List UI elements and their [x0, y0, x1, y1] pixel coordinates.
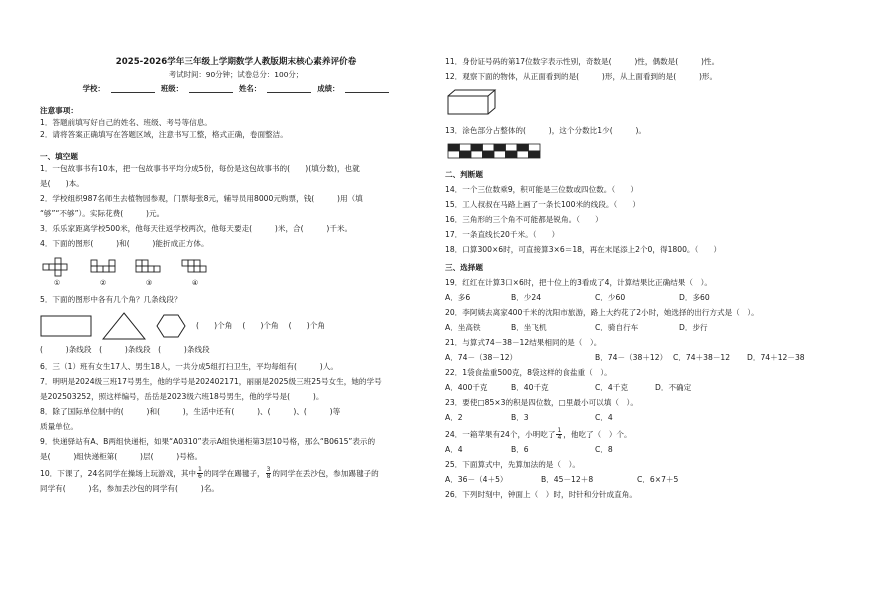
- question-7-line1: 7．明明是2024级三班17号男生，他的学号是202402171，丽丽是2025级三班25号女生，她的学号: [40, 377, 382, 386]
- section-fill-heading: 一、填空题: [40, 152, 78, 161]
- notice-item: 1．答题前填写好自己的姓名、班级、考号等信息。: [40, 118, 212, 127]
- option-b[interactable]: B．45－12＋8: [541, 475, 594, 484]
- question-26: 26．下列时刻中，钟面上（ ）时，时针和分针成直角。: [445, 490, 637, 499]
- option-a[interactable]: A．2: [445, 413, 463, 422]
- question-6: 6．三（1）班有女生17人、男生18人，一共分成5组打扫卫生，平均每组有( )人。: [40, 362, 338, 371]
- question-23-options: [445, 412, 827, 424]
- cuboid-icon: [447, 89, 497, 115]
- question-12: 12．观察下面的物体，从正面看到的是( )形，从上面看到的是( )形。: [445, 72, 718, 81]
- option-a[interactable]: A．400千克: [445, 383, 488, 392]
- option-a[interactable]: A．坐高铁: [445, 323, 481, 332]
- score-label: 成绩：: [317, 84, 340, 93]
- question-25: 25．下面算式中，先算加法的是（ ）。: [445, 460, 580, 469]
- cube-net-4-icon: [180, 256, 210, 278]
- cube-net-4: [180, 256, 210, 288]
- q24-text-1: 24．一箱苹果有24个，小明吃了: [445, 429, 556, 439]
- q24-text-2: ，他吃了（ ）个。: [563, 429, 632, 439]
- question-4: 4．下面的图形( )和( )能折成正方体。: [40, 239, 209, 248]
- question-9-line2: 是( )组快递柜第( )层( )号格。: [40, 452, 203, 461]
- option-d[interactable]: D．74＋12－38: [747, 353, 805, 362]
- exam-subtitle: 考试时间：90分钟；试卷总分：100分；: [168, 70, 304, 79]
- option-b[interactable]: B．少24: [511, 293, 542, 302]
- question-10-line1: [40, 467, 432, 480]
- rectangle-figure: [40, 314, 92, 338]
- shaded-grid: [447, 143, 827, 163]
- question-17: 17．一条直线长20千米。（ ）: [445, 230, 560, 239]
- question-24-options: [445, 444, 827, 456]
- option-d[interactable]: D．步行: [679, 323, 708, 332]
- question-15: 15．工人叔叔在马路上画了一条长100米的线段。（ ）: [445, 200, 641, 209]
- cube-net-3-icon: [134, 256, 164, 278]
- fraction-numerator: 1: [557, 427, 562, 434]
- option-c[interactable]: C．少60: [595, 293, 626, 302]
- hexagon-figure: [156, 314, 186, 338]
- fraction-denominator: 6: [198, 473, 202, 480]
- question-11: 11．身份证号码的第17位数字表示性别，奇数是( )性，偶数是( )性。: [445, 57, 720, 66]
- shaded-grid-icon: [447, 143, 541, 159]
- option-a[interactable]: A．4: [445, 445, 463, 454]
- question-20: 20．李阿姨去离家400千米的沈阳市旅游，路上大约花了2小时，她选择的出行方式是（ ）。: [445, 308, 759, 317]
- option-c[interactable]: C．4: [595, 413, 613, 422]
- option-b[interactable]: B．40千克: [511, 383, 549, 392]
- question-21: 21．与算式74－38－12结果相同的是（ ）。: [445, 338, 602, 347]
- option-c[interactable]: C．4千克: [595, 383, 628, 392]
- question-14: 14．一个三位数乘9，积可能是三位数或四位数。（ ）: [445, 185, 638, 194]
- question-18: 18．口算300×6时，可直接算3×6＝18，再在末尾添上2个0，得1800。（ ）: [445, 245, 722, 254]
- question-23: 23．要使□85×3的积是四位数，□里最小可以填（ ）。: [445, 398, 638, 407]
- q5-angle-blank-3: ( )个角: [288, 321, 325, 330]
- net-label: ④: [191, 279, 199, 287]
- left-column: [40, 50, 432, 495]
- question-19: 19．红红在计算3口×6时，把十位上的3看成了4，计算结果比正确结果（ ）。: [445, 278, 712, 287]
- option-b[interactable]: B．74－（38＋12）: [595, 353, 668, 362]
- q5-angle-blank-2: ( )个角: [242, 321, 279, 330]
- school-label: 学校：: [82, 84, 105, 93]
- class-blank[interactable]: [189, 83, 233, 93]
- q5-angle-blank-1: ( )个角: [196, 321, 233, 330]
- fraction-one-quarter: [556, 428, 562, 441]
- fraction-numerator: 1: [198, 466, 202, 473]
- question-2-line1: 2．学校组织987名师生去植物园参观，门票每张8元，辅导员用8000元购票，钱( )用（填: [40, 194, 363, 203]
- question-25-options: [445, 474, 827, 486]
- question-22-options: [445, 382, 827, 394]
- question-8-line1: 8．除了国际单位制中的( )和( )，生活中还有( )、( )、( )等: [40, 407, 341, 416]
- question-19-options: [445, 292, 827, 304]
- q10-text-1: 10．下课了，24名同学在操场上玩游戏，其中: [40, 468, 197, 478]
- section-judge-heading: 二、判断题: [445, 170, 483, 179]
- question-21-options: [445, 352, 827, 364]
- fraction-numerator: 3: [266, 466, 271, 473]
- score-blank[interactable]: [345, 83, 389, 93]
- question-22: 22．1袋食盐重500克，8袋这样的食盐重（ ）。: [445, 368, 612, 377]
- option-c[interactable]: C．8: [595, 445, 613, 454]
- question-7-line2: 是202503252，照这样编号，岳岳是2023级六班18号男生，他的学号是( )。: [40, 392, 324, 401]
- option-c[interactable]: C．6×7＋5: [637, 475, 679, 484]
- option-d[interactable]: D．不确定: [655, 383, 692, 392]
- right-column: [445, 56, 827, 501]
- exam-title: 2025-2026学年三年级上学期数学人教版期末核心素养评价卷: [115, 57, 357, 67]
- option-c[interactable]: C．骑自行车: [595, 323, 639, 332]
- fraction-three-eighths: [266, 467, 272, 480]
- student-info-row: [40, 83, 432, 95]
- question-1-line2: 是( )本。: [40, 179, 84, 188]
- question-16: 16．三角形的三个角不可能都是锐角。（ ）: [445, 215, 603, 224]
- option-b[interactable]: B．坐飞机: [511, 323, 547, 332]
- question-10-line2: 同学有( )名，参加丢沙包的同学有( )名。: [40, 484, 219, 493]
- cube-nets: [42, 256, 432, 288]
- question-24: [445, 428, 827, 441]
- option-c[interactable]: C．74＋38－12: [673, 353, 731, 362]
- fraction-denominator: 4: [557, 434, 562, 441]
- net-label: ②: [99, 279, 107, 287]
- fraction-one-sixth: [197, 467, 203, 480]
- cube-net-2-icon: [88, 256, 118, 278]
- option-a[interactable]: A．多6: [445, 293, 471, 302]
- cube-net-1-icon: [42, 256, 72, 278]
- question-13: 13．涂色部分占整体的( )，这个分数比1少( )。: [445, 126, 646, 135]
- name-label: 姓名：: [239, 84, 262, 93]
- class-label: 班级：: [160, 84, 183, 93]
- question-5: 5．下面的图形中各有几个角？几条线段？: [40, 295, 182, 304]
- q10-text-3: 的同学在丢沙包，参加踢毽子的: [272, 468, 379, 478]
- school-blank[interactable]: [111, 83, 155, 93]
- cube-net-3: [134, 256, 164, 288]
- notice-item: 2．请将答案正确填写在答题区域，注意书写工整，格式正确，卷面整洁。: [40, 130, 288, 139]
- notice-heading: 注意事项：: [40, 106, 78, 115]
- net-label: ③: [145, 279, 153, 287]
- fraction-denominator: 8: [266, 473, 271, 480]
- option-b[interactable]: B．6: [511, 445, 529, 454]
- question-3: 3．乐乐家距离学校500米，他每天往返学校两次，他每天要走( )米，合( )千米。: [40, 224, 353, 233]
- question-8-line2: 质量单位。: [40, 422, 78, 431]
- q10-text-2: 的同学在踢毽子，: [203, 468, 265, 478]
- question-1-line1: 1．一包故事书有10本，把一包故事书平均分成5份，每份是这包故事书的( )(填分数)，也就: [40, 164, 360, 173]
- question-2-line2: “够”“不够”）。实际花费( )元。: [40, 209, 165, 218]
- name-blank[interactable]: [267, 83, 311, 93]
- question-5-figures: [40, 312, 432, 340]
- question-20-options: [445, 322, 827, 334]
- triangle-figure: [102, 312, 146, 340]
- section-choice-heading: 三、选择题: [445, 263, 483, 272]
- option-a[interactable]: A．74－（38－12）: [445, 353, 518, 362]
- cube-net-2: [88, 256, 118, 288]
- question-5-segments: ( )条线段 ( )条线段 ( )条线段: [40, 345, 210, 354]
- option-b[interactable]: B．3: [511, 413, 529, 422]
- net-label: ①: [53, 279, 61, 287]
- cuboid-figure: [447, 89, 827, 119]
- question-9-line1: 9．快递驿站有A、B两组快递柜，如果“A0310”表示A组快递柜第3层10号格，那么“B0615”表示的: [40, 437, 376, 446]
- option-d[interactable]: D．多60: [679, 293, 710, 302]
- cube-net-1: [42, 256, 72, 288]
- option-a[interactable]: A．36－（4＋5）: [445, 475, 508, 484]
